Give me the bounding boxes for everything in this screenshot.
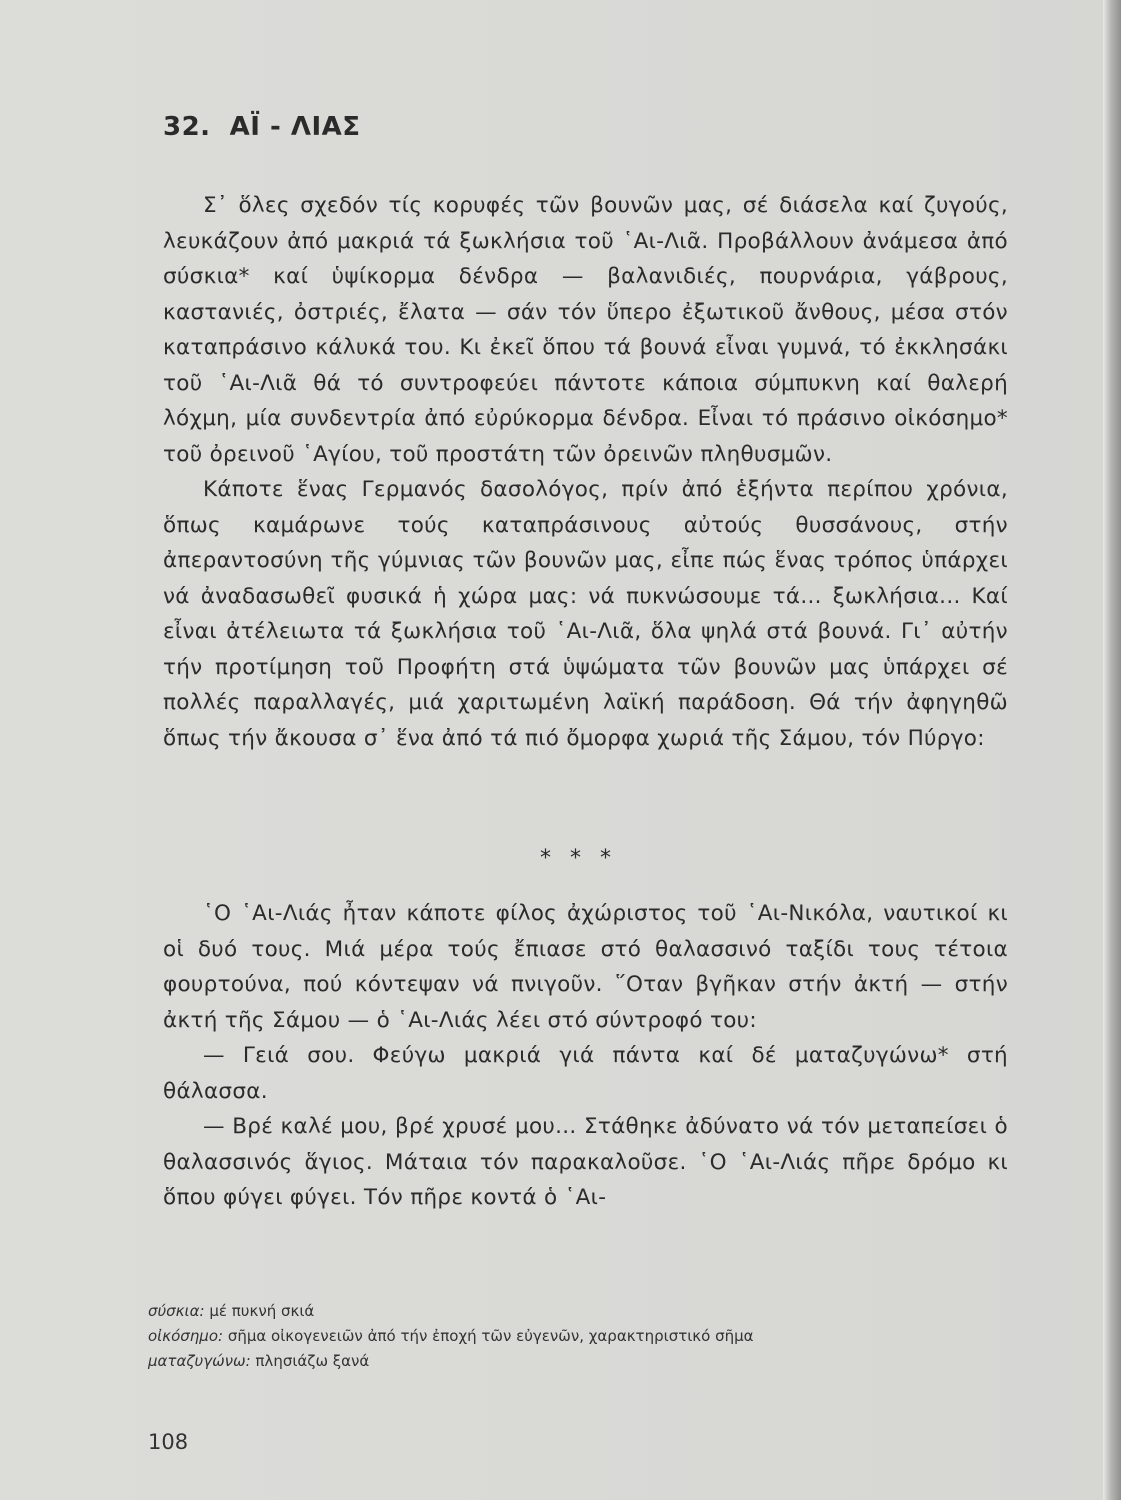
dialogue-paragraph: — Γειά σου. Φεύγω μακριά γιά πάντα καί δέ ματαζυγώνω* στή θάλασσα. (163, 1043, 1008, 1104)
page-number: 108 (148, 1430, 189, 1454)
footnote-definition: πλησιάζω ξανά (255, 1352, 370, 1370)
section-separator: * * * (540, 846, 617, 871)
body-paragraph: Κάποτε ἕνας Γερμανός δασολόγος, πρίν ἀπό ἑξήντα περίπου χρόνια, ὅπως καμάρωνε τούς καταπράσινους αὐτούς θυσσάνους, στήν ἀπεραντοσύνη τῆς γύμνιας τῶν βουνῶν μας, εἶπε πώς ἕνας τρόπος ὑπάρχει νά ἀναδασωθεῖ φυσικά ἡ χώρα μας: νά πυκνώσουμε τά... ξωκλήσια... Καί εἶναι ἀτέλειωτα τά ξωκλήσια τοῦ ῾Αι-Λιᾶ, ὅλα ψηλά στά βουνά. Γι᾽ αὐτήν τήν προτίμηση τοῦ Προφήτη στά ὑψώματα τῶν βουνῶν μας ὑπάρχει σέ πολλές παραλλαγές, μιά χαριτωμένη λαϊκή παράδοση. Θά τήν ἀφηγηθῶ ὅπως τήν ἄκουσα σ᾽ ἕνα ἀπό τά πιό ὄμορφα χωριά τῆς Σάμου, τόν Πύργο: (163, 477, 1008, 751)
body-paragraph: ῾Ο ῾Αι-Λιάς ἦταν κάποτε φίλος ἀχώριστος τοῦ ῾Αι-Νικόλα, ναυτικοί κι οἱ δυό τους. Μιά μέρα τούς ἔπιασε στό θαλασσινό ταξίδι τους τέτοια φουρτούνα, πού κόντεψαν νά πνιγοῦν. ῞Οταν βγῆκαν στήν ἀκτή — στήν ἀκτή τῆς Σάμου — ὁ ῾Αι-Λιάς λέει στό σύντροφό του: (163, 901, 1008, 1033)
footnote-definition: σῆμα οἰκογενειῶν ἀπό τήν ἐποχή τῶν εὐγενῶν, χαρακτηριστικό σῆμα (227, 1327, 754, 1345)
body-paragraph: Σ᾽ ὅλες σχεδόν τίς κορυφές τῶν βουνῶν μας, σέ διάσελα καί ζυγούς, λευκάζουν ἀπό μακριά τά ξωκλήσια τοῦ ῾Αι-Λιᾶ. Προβάλλουν ἀνάμεσα ἀπό σύσκια* καί ὑψίκορμα δένδρα — βαλανιδιές, πουρνάρια, γάβρους, καστανιές, ὀστριές, ἔλατα — σάν τόν ὕπερο ἐξωτικοῦ ἄνθους, μέσα στόν καταπράσινο κάλυκά του. Κι ἐκεῖ ὅπου τά βουνά εἶναι γυμνά, τό ἐκκλησάκι τοῦ ῾Αι-Λιᾶ θά τό συντροφεύει πάντοτε κάποια σύμπυκνη καί θαλερή λόχμη, μία συνδεντρία ἀπό εὐρύκορμα δένδρα. Εἶναι τό πράσινο οἰκόσημο* τοῦ ὀρεινοῦ ῾Αγίου, τοῦ προστάτη τῶν ὀρεινῶν πληθυσμῶν. (163, 193, 1008, 467)
footnote (148, 1349, 978, 1374)
footnote (148, 1324, 978, 1349)
chapter-heading (163, 112, 361, 142)
footnote (148, 1299, 978, 1324)
chapter-number: 32. (163, 112, 211, 142)
dialogue-paragraph: — Βρέ καλέ μου, βρέ χρυσέ μου... Στάθηκε ἀδύνατο νά τόν μεταπείσει ὁ θαλασσινός ἅγιος. Μάταια τόν παρακαλοῦσε. ῾Ο ῾Αι-Λιάς πῆρε δρόμο κι ὅπου φύγει φύγει. Τόν πῆρε κοντά ὁ ῾Αι- (163, 1114, 1008, 1210)
footnote-term: σύσκια: (148, 1302, 205, 1320)
footnote-definition: μέ πυκνή σκιά (209, 1302, 315, 1320)
page-edge (1103, 0, 1121, 1500)
footnote-term: οἰκόσημο: (148, 1327, 224, 1345)
intro-section (163, 188, 1008, 756)
chapter-title: ΑΪ - ΛΙΑΣ (229, 112, 361, 142)
footnote-term: ματαζυγώνω: (148, 1352, 251, 1370)
footnotes (148, 1299, 978, 1374)
story-section (163, 896, 1008, 1216)
